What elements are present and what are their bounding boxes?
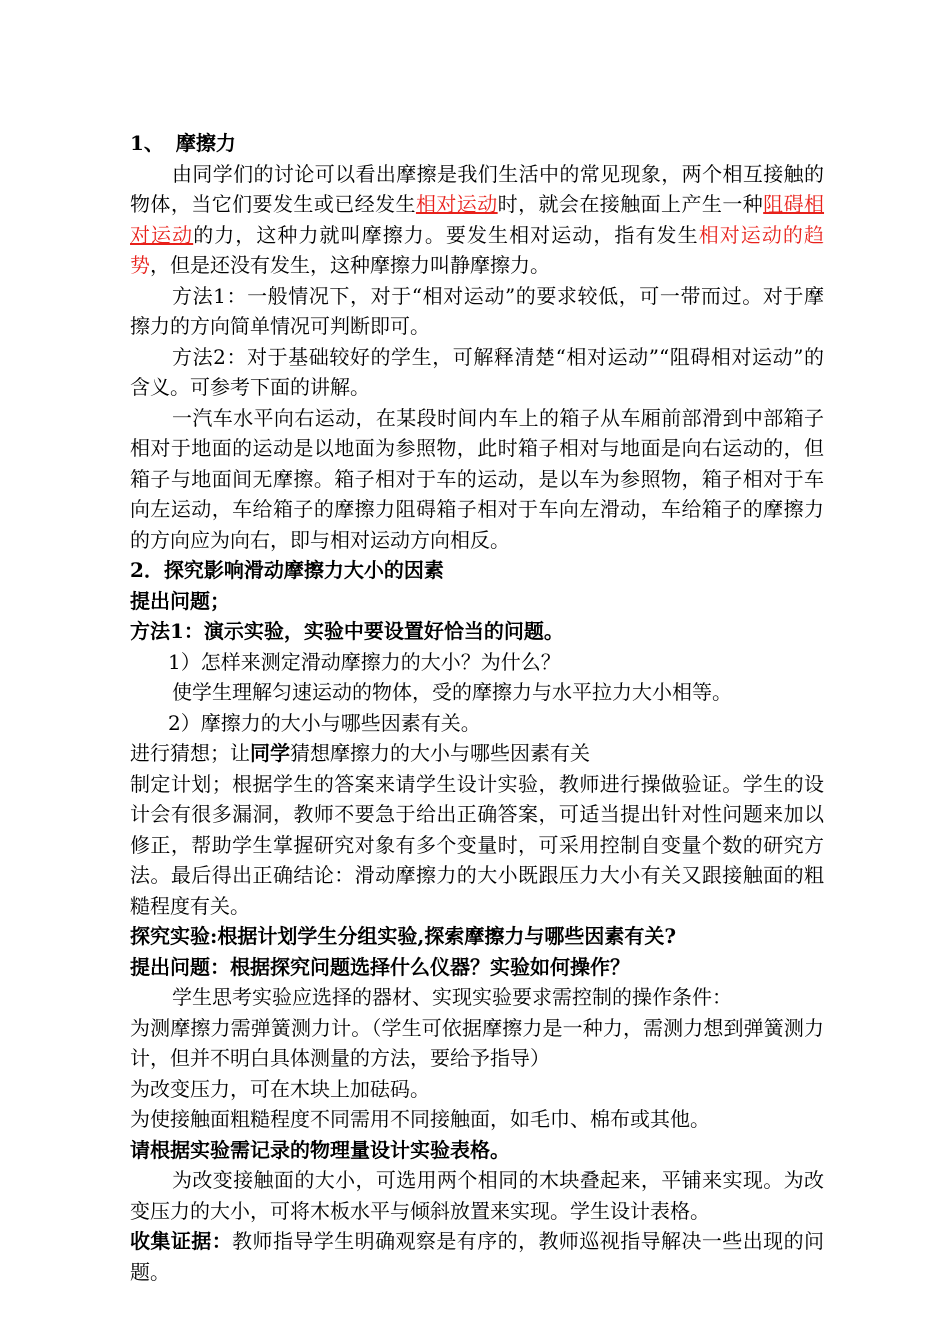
section2-heading: 2．探究影响滑动摩擦力大小的因素: [130, 558, 444, 582]
collect-evidence-label: 收集证据：: [130, 1229, 233, 1253]
explore-experiment-heading: 探究实验:根据计划学生分组实验,探索摩擦力与哪些因素有关?: [130, 924, 677, 948]
demo-method-heading: 方法1：演示实验，实验中要设置好恰当的问题。: [130, 619, 564, 643]
raise-question-label: 提出问题；: [130, 588, 230, 613]
definition-text-1: 由同学们的讨论可以看出摩擦是我们生活中的常见现象，两个相互接触的物体，当它们要发生或已经发生: [130, 161, 824, 216]
friction-definition-paragraph: [130, 159, 824, 281]
surface-paragraph: 为使接触面粗糙程度不同需用不同接触面，如毛巾、棉布或其他。: [130, 1107, 710, 1131]
collect-evidence-text: 教师指导学生明确观察是有序的，教师巡视指导解决一些出现的问题。: [130, 1229, 825, 1284]
method2-paragraph: 方法2：对于基础较好的学生，可解释清楚“相对运动”“阻碍相对运动”的含义。可参考下面的讲解。: [130, 344, 824, 399]
guess-bold-students: 同学: [250, 741, 290, 765]
section1-heading: [130, 128, 824, 159]
contact-area-paragraph: 为改变接触面的大小，可选用两个相同的木块叠起来，平铺来实现。为改变压力的大小，可将木板水平与倾斜放置来实现。学生设计表格。: [130, 1168, 824, 1223]
pressure-paragraph: 为改变压力，可在木块上加砝码。: [130, 1076, 430, 1101]
guess-text-2: 猜想摩擦力的大小与哪些因素有关: [290, 741, 590, 765]
definition-text-3: 的力，这种力就叫摩擦力。要发生相对运动，指有发生: [193, 222, 699, 247]
car-example-paragraph: 一汽车水平向右运动，在某段时间内车上的箱子从车厢前部滑到中部箱子相对于地面的运动是以地面为参照物，此时箱子相对与地面是向右运动的，但箱子与地面间无摩擦。箱子相对于车的运动，是以车为参照物，箱子相对于车向左运动，车给箱子的摩擦力阻碍箱子相对于车向左滑动，车给箱子的摩擦力的方向应为向右，即与相对运动方向相反。: [130, 405, 824, 552]
plan-paragraph: 制定计划；根据学生的答案来请学生设计实验，教师进行操做验证。学生的设计会有很多漏洞，教师不要急于给出正确答案，可适当提出针对性问题来加以修正，帮助学生掌握研究对象有多个变量时，可采用控制自变量个数的研究方法。最后得出正确结论：滑动摩擦力的大小既跟压力大小有关又跟接触面的粗糙程度有关。: [130, 771, 824, 918]
raise-question-2-heading: 提出问题：根据探究问题选择什么仪器？实验如何操作？: [130, 954, 630, 979]
table-design-heading: 请根据实验需记录的物理量设计实验表格。: [130, 1137, 510, 1162]
question-2: 2）摩擦力的大小与哪些因素有关。: [168, 710, 481, 735]
relative-motion-trend-highlight: 相对运动的趋势: [130, 222, 824, 277]
collect-evidence-paragraph: [130, 1226, 824, 1287]
question-1-answer: 使学生理解匀速运动的物体，受的摩擦力与水平拉力大小相等。: [172, 680, 732, 704]
hinder-relative-motion-link[interactable]: 阻碍相对运动: [130, 192, 825, 247]
relative-motion-link[interactable]: 相对运动: [415, 192, 498, 216]
guess-paragraph: [130, 738, 824, 769]
document-page: [130, 128, 824, 1287]
definition-text-2: 时，就会在接触面上产生一种: [497, 192, 764, 216]
spring-scale-paragraph: 为测摩擦力需弹簧测力计。（学生可依据摩擦力是一种力，需测力想到弹簧测力计，但并不明白具体测量的方法，要给予指导）: [130, 1015, 824, 1070]
section1-title: 摩擦力: [175, 131, 236, 155]
guess-text-1: 进行猜想；让: [130, 741, 250, 765]
section1-number: 1、: [130, 131, 164, 155]
definition-text-4: ，但是还没有发生，这种摩擦力叫静摩擦力。: [150, 253, 550, 277]
method1-paragraph: 方法1：一般情况下，对于“相对运动”的要求较低，可一带而过。对于摩擦力的方向简单情况可判断即可。: [130, 283, 824, 338]
question-1: 1）怎样来测定滑动摩擦力的大小？为什么？: [168, 649, 561, 674]
student-thinking-paragraph: 学生思考实验应选择的器材、实现实验要求需控制的操作条件：: [172, 985, 732, 1009]
